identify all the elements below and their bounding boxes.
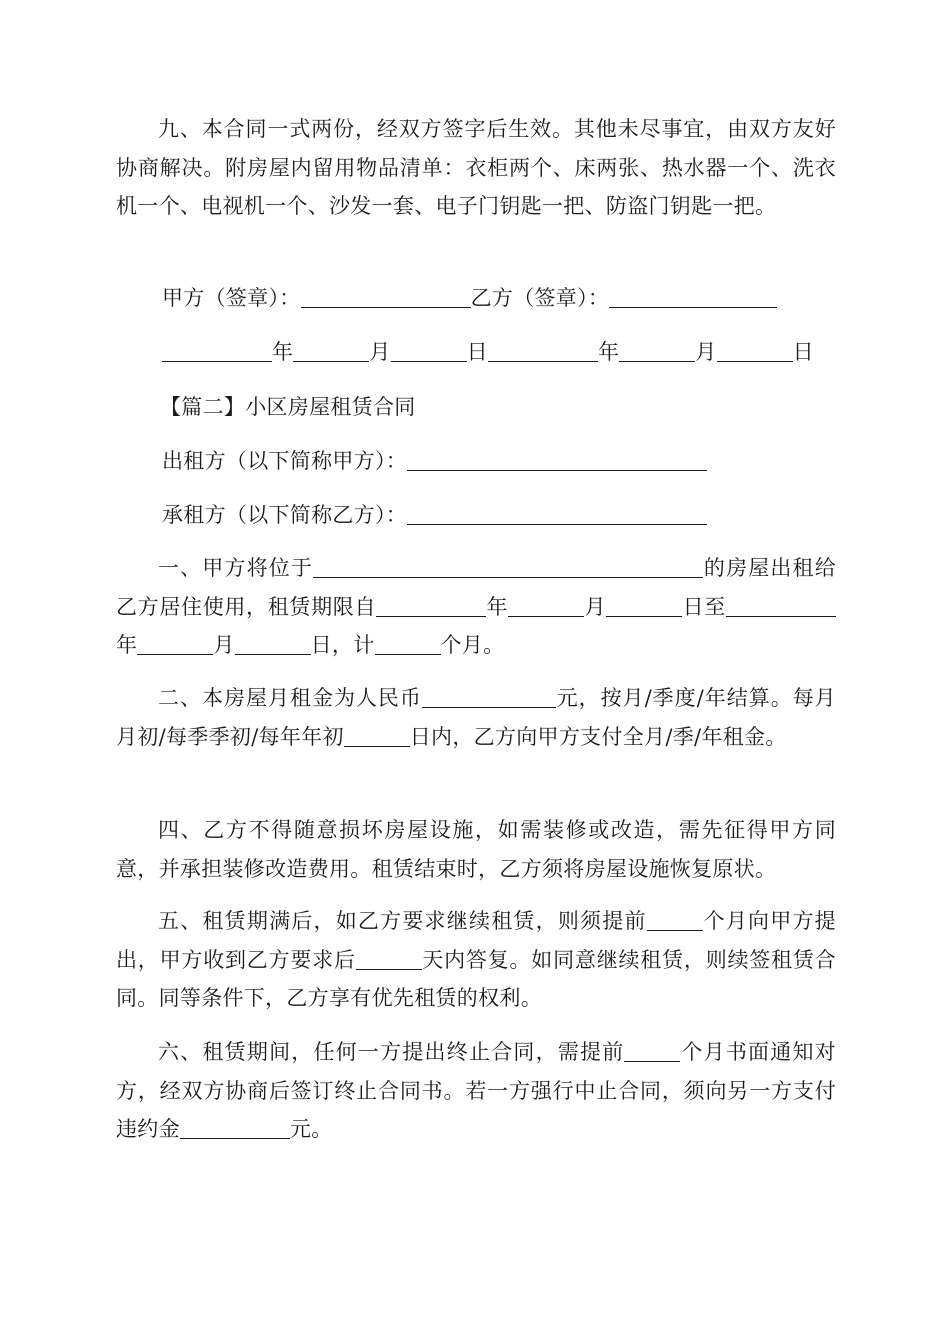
party-a-year-blank (162, 341, 272, 362)
termination-notice-months-blank (624, 1041, 680, 1062)
start-month-blank (508, 596, 584, 617)
end-month-label: 月 (213, 633, 235, 657)
party-a-sign-blank (301, 287, 471, 308)
section-title (160, 388, 416, 426)
start-year-label: 年 (486, 594, 509, 619)
party-b-month-label: 月 (695, 340, 717, 364)
clause-2 (116, 679, 836, 756)
clause-5-part-b: 个月向甲方提出，甲方收到乙方要求后 (116, 909, 836, 972)
clause-9 (116, 110, 836, 226)
party-a-month-label: 月 (369, 340, 391, 364)
clause-1-part-a: 一、甲方将位于 (158, 556, 314, 580)
monthly-rent-blank (422, 687, 556, 708)
clause-2-part-b: 元，按月/季度/年结算。每月月初/每季季初/每年年初 (116, 686, 836, 749)
party-a-day-blank (391, 341, 467, 362)
clause-6-part-b: 个月书面通知对方，经双方协商后签订终止合同书。若一方强行中止合同，须向另一方支付违约金 (116, 1040, 836, 1141)
party-b-year-label: 年 (597, 340, 620, 364)
party-b-day-blank (717, 341, 793, 362)
clause-1 (116, 549, 836, 665)
end-day-total-label: 日，计 (310, 633, 375, 657)
date-line (162, 333, 814, 371)
clause-4 (116, 811, 836, 888)
reply-days-blank (356, 949, 422, 970)
party-a-year-label: 年 (272, 340, 294, 364)
penalty-amount-blank (180, 1118, 290, 1139)
total-months-blank (375, 634, 441, 655)
clause-2-part-a: 二、本房屋月租金为人民币 (158, 686, 422, 710)
party-b-month-blank (619, 341, 695, 362)
party-a-day-label: 日 (466, 340, 488, 364)
clause-5-part-c: 天内答复。如同意继续租赁，则续签租赁合同。同等条件下，乙方享有优先租赁的权利。 (116, 947, 836, 1010)
start-year-blank (376, 596, 486, 617)
clause-9-text: 九、本合同一式两份，经双方签字后生效。其他未尽事宜，由双方友好协商解决。附房屋内留用物品清单：衣柜两个、床两张、热水器一个、洗衣机一个、电视机一个、沙发一套、电子门钥匙一把、防盗门钥匙一把。 (116, 117, 836, 218)
party-a-sign-label: 甲方（签章）： (162, 286, 301, 310)
lessee-line (162, 496, 707, 534)
signature-line (162, 279, 777, 317)
lessor-blank (407, 450, 707, 471)
party-a-month-blank (293, 341, 369, 362)
clause-4-text: 四、乙方不得随意损坏房屋设施，如需装修或改造，需先征得甲方同意，并承担装修改造费用。租赁结束时，乙方须将房屋设施恢复原状。 (116, 818, 836, 881)
renewal-notice-months-blank (647, 910, 703, 931)
start-month-label: 月 (584, 594, 607, 619)
end-year-blank (726, 596, 836, 617)
clause-6-part-c: 元。 (289, 1117, 333, 1141)
start-day-blank (606, 596, 682, 617)
clause-1-part-b: 的房屋出租给乙方居住使用，租赁期限自 (116, 556, 836, 619)
total-months-label: 个月。 (440, 633, 505, 657)
party-b-sign-label: 乙方（签章）： (470, 286, 610, 310)
payment-days-blank (344, 726, 410, 747)
end-month-blank (137, 634, 213, 655)
clause-2-part-c: 日内，乙方向甲方支付全月/季/年租金。 (409, 724, 787, 749)
clause-5-part-a: 五、租赁期满后，如乙方要求继续租赁，则须提前 (158, 909, 647, 933)
lessor-label: 出租方（以下简称甲方）： (162, 449, 408, 473)
lessor-line (162, 442, 707, 480)
clause-5 (116, 902, 836, 1018)
end-day-blank (235, 634, 311, 655)
party-b-year-blank (488, 341, 598, 362)
start-day-to-label: 日至 (682, 594, 726, 619)
lessee-label: 承租方（以下简称乙方）： (162, 503, 408, 527)
section-title-text: 【篇二】小区房屋租赁合同 (160, 395, 416, 419)
clause-6 (116, 1033, 836, 1149)
lessee-blank (407, 504, 707, 525)
party-b-day-label: 日 (792, 340, 814, 364)
end-year-label: 年 (116, 633, 138, 657)
clause-6-part-a: 六、租赁期间，任何一方提出终止合同，需提前 (158, 1040, 625, 1064)
party-b-sign-blank (609, 287, 777, 308)
property-address-blank (313, 557, 703, 578)
